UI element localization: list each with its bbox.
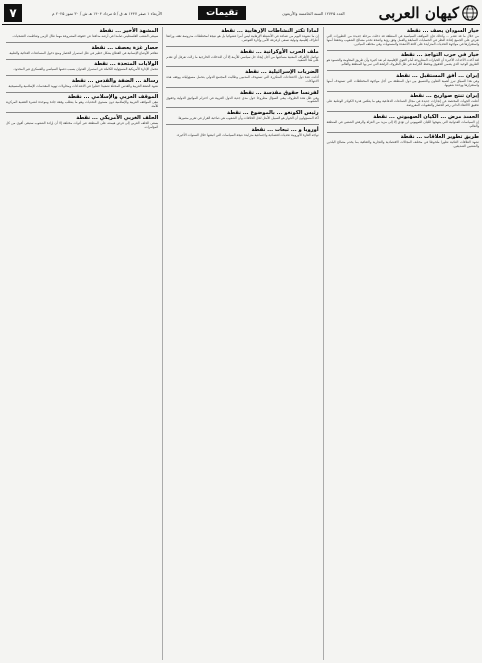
- article-headline: المشهد الأخير ... نقطة: [99, 28, 159, 34]
- article: [166, 49, 318, 64]
- divider: [327, 91, 479, 92]
- article-headline: طريق تطوير العلاقات ... نقطة: [400, 134, 479, 141]
- article-headline: ملف الحرب الأوكرانية ... نقطة: [240, 48, 319, 55]
- article: [6, 78, 158, 89]
- masthead: [2, 2, 480, 25]
- article-body: من خلال ما قد تقدم ... وكذلك فإن المواقف السياسية في المنطقة قد دخلت مرحلة جديدة من التطورات التي تفرض على الجميع إعادة النظر في الحسابات السابقة والعمل وفق رؤية واضحة تخدم مصالح الشعوب وتحفظ أمنها واستقرارها في مواجهة التحديات المتزايدة على كافة الأصعدة والمستويات وفي مختلف الميادين.: [326, 34, 479, 46]
- article: [166, 110, 318, 121]
- article: [6, 45, 158, 56]
- article: [327, 28, 479, 47]
- article-body: وفي هذا السياق تبرز أهمية التعاون والتنسيق بين دول المنطقة من أجل مواجهة المخططات التي تستهدف أمنها واستقرارها ووحدة شعوبها.: [326, 78, 479, 87]
- article-body: يسعى الحلف الغربي إلى فرض هيمنته على المنطقة عبر أدوات مختلفة إلا أن إرادة الشعوب ستبقى أقوى من كل المؤامرات.: [6, 120, 159, 129]
- divider: [6, 59, 158, 60]
- article: [166, 127, 318, 138]
- article-headline: الضربات الإسرائيلية ... نقطة: [245, 69, 319, 75]
- article-body: إن ما نشهده اليوم من تصاعد في الأنشطة الإرهابية ليس أمرا عشوائيا بل هو نتيجة لمخططات مدروسة تقف وراءها أطراف إقليمية ودولية تسعى لزعزعة الأمن وإثارة الفوضى.: [166, 34, 319, 42]
- article-body: أعلنت الجهات المختصة عن إنجازات جديدة في مجال الصناعات الدفاعية وهو ما يعكس قدرة الكوادر الوطنية على تحقيق الاكتفاء الذاتي رغم الحصار والعقوبات المفروضة.: [326, 99, 479, 108]
- article-body: أكد المسؤولون أن الحوار هو السبيل الأمثل لحل الخلافات وأن الشعوب هي صاحبة القرار في تقرير مصيرها.: [177, 116, 319, 120]
- divider: [6, 112, 158, 113]
- article: [166, 90, 318, 105]
- divider: [6, 42, 158, 43]
- divider: [6, 92, 158, 93]
- article: [327, 93, 479, 108]
- article-body: لقد أكدت الأحداث الأخيرة أن الخيارات المطروحة أمام القوى الإقليمية لم تعد كثيرة وأن طريق المقاومة والصمود هو الطريق الوحيد الذي يضمن الحقوق ويحفظ الكرامة في ظل الظروف الراهنة التي تمر بها المنطقة والعالم.: [326, 58, 479, 67]
- article-body: تبقى المواقف العربية والإسلامية دون مستوى التحديات وهو ما يتطلب وقفة جادة وموحدة لنصرة القضية المركزية للأمة.: [6, 100, 159, 109]
- article-headline: رئيس الكونغو ... بالموضوع ... نقطة: [227, 110, 319, 116]
- divider: [327, 50, 479, 51]
- divider: [327, 111, 479, 112]
- column-middle: [162, 27, 318, 660]
- column-right: [323, 27, 479, 660]
- article-body: وفي ظل هذه الظروف يبقى السؤال مطروحا حول مدى جدية الدول الغربية في احترام المواثيق الدولية وحقوق الشعوب.: [166, 95, 319, 104]
- article-body: تواجه القارة الأوروبية تحديات اقتصادية واجتماعية متزايدة نتيجة السياسات التي اتبعتها خلال السنوات الأخيرة.: [176, 132, 319, 137]
- article: [327, 134, 479, 149]
- article-body: تشهد الضفة الغربية والقدس المحتلة تصعيدا خطيرا في الاعتداءات ومحاولات تهويد المقدسات الإسلامية والمسيحية.: [7, 83, 159, 88]
- divider: [327, 70, 479, 71]
- divider: [166, 124, 318, 125]
- article: [166, 69, 318, 84]
- logo-text: کیهان العربی: [378, 4, 459, 22]
- divider: [6, 75, 158, 76]
- article-body: تواصل الأطراف المعنية مساعيها من أجل إيجاد حل سياسي للأزمة إلا أن التدخلات الخارجية ما زالت تعرقل أي تقدم على هذا الصعيد.: [166, 54, 319, 63]
- article-body: تتحمل الإدارة الأمريكية المسؤولية الكاملة عن استمرار العدوان بسبب دعمها السياسي والعسكري غير المحدود.: [13, 67, 159, 72]
- article-body: أدانت عدة دول الاعتداءات المتكررة التي تستهدف المدنيين وطالبت المجتمع الدولي بتحمل مسؤولياته ووقف هذه الانتهاكات.: [166, 75, 319, 83]
- article-headline: خيار في حرب التواجد ... نقطة: [400, 52, 479, 59]
- article: [166, 28, 318, 43]
- article-headline: لماذا تكثر النشاطات الإرهابية ... نقطة: [221, 28, 319, 34]
- article-body: سيبقى الشعب الفلسطيني صامدا في أرضه مدافعا عن حقوقه المشروعة مهما طال الزمن وتعاظمت التضحيات.: [12, 34, 159, 38]
- article-headline: لفرنسا حقوق مقدسة ... نقطة: [240, 89, 319, 96]
- divider: [166, 46, 318, 47]
- columns: [3, 27, 479, 660]
- issue-date: الأربعاء ۱ صفر ۱۴۴۷ هـ ق / ۵ مرداد ۱۴۰۴ هـ ش / ۳۰ تموز ۲۰۲۵ م: [52, 10, 163, 16]
- article-headline: الحسد مرض ... الكيان الصهيوني ... نقطة: [373, 113, 479, 120]
- article: [6, 115, 158, 130]
- divider: [327, 132, 479, 133]
- article-headline: إيران تنتج صواريخ ... نقطة: [410, 93, 479, 100]
- article-headline: أوروبا و ... تبعات ... نقطة: [251, 126, 319, 133]
- divider: [166, 107, 318, 108]
- article-headline: الولايات المتحدة ... نقطة: [94, 61, 159, 68]
- page-number: ۷: [4, 4, 22, 22]
- article: [6, 94, 158, 109]
- article: [327, 73, 479, 88]
- article: [327, 52, 479, 67]
- article-headline: الحلف الغربي الأمريكي ... نقطة: [76, 114, 159, 121]
- divider: [166, 87, 318, 88]
- section-title: تقیمات: [198, 6, 246, 20]
- article: [327, 114, 479, 129]
- article-headline: الموقف العربي والإسلامي ... نقطة: [67, 94, 159, 101]
- globe-icon: [462, 5, 478, 21]
- article-body: تشهد العلاقات الثنائية تطورا ملحوظا في مختلف المجالات الاقتصادية والتجارية والثقافية بما يخدم مصالح البلدين والشعبين الصديقين.: [326, 140, 479, 149]
- article-headline: حصار غزة يعصف ... نقطة: [91, 44, 159, 51]
- column-left: [3, 27, 158, 660]
- article-headline: إيران ... أفق المستقبل ... نقطة: [396, 72, 479, 79]
- article: [6, 61, 158, 72]
- divider: [166, 66, 318, 67]
- issue-number: العدد ۱۲۷۴۵ السنة الخامسة والأربعون: [282, 10, 345, 16]
- article-headline: رسالة ... الضفة والقدس ... نقطة: [71, 77, 159, 84]
- article-body: إن السياسات العدوانية التي ينتهجها الكيان الصهيوني لن تؤدي إلا إلى مزيد من العزلة والرفض الشعبي في المنطقة والعالم.: [326, 119, 479, 128]
- logo: [379, 4, 478, 22]
- article-body: تتفاقم الأوضاع الإنسانية في القطاع بشكل خطير في ظل استمرار الحصار ومنع دخول المساعدات الغذائية والطبية.: [8, 50, 159, 55]
- article-headline: خيار السودان يصف ... نقطة: [406, 28, 479, 34]
- article: [6, 28, 158, 39]
